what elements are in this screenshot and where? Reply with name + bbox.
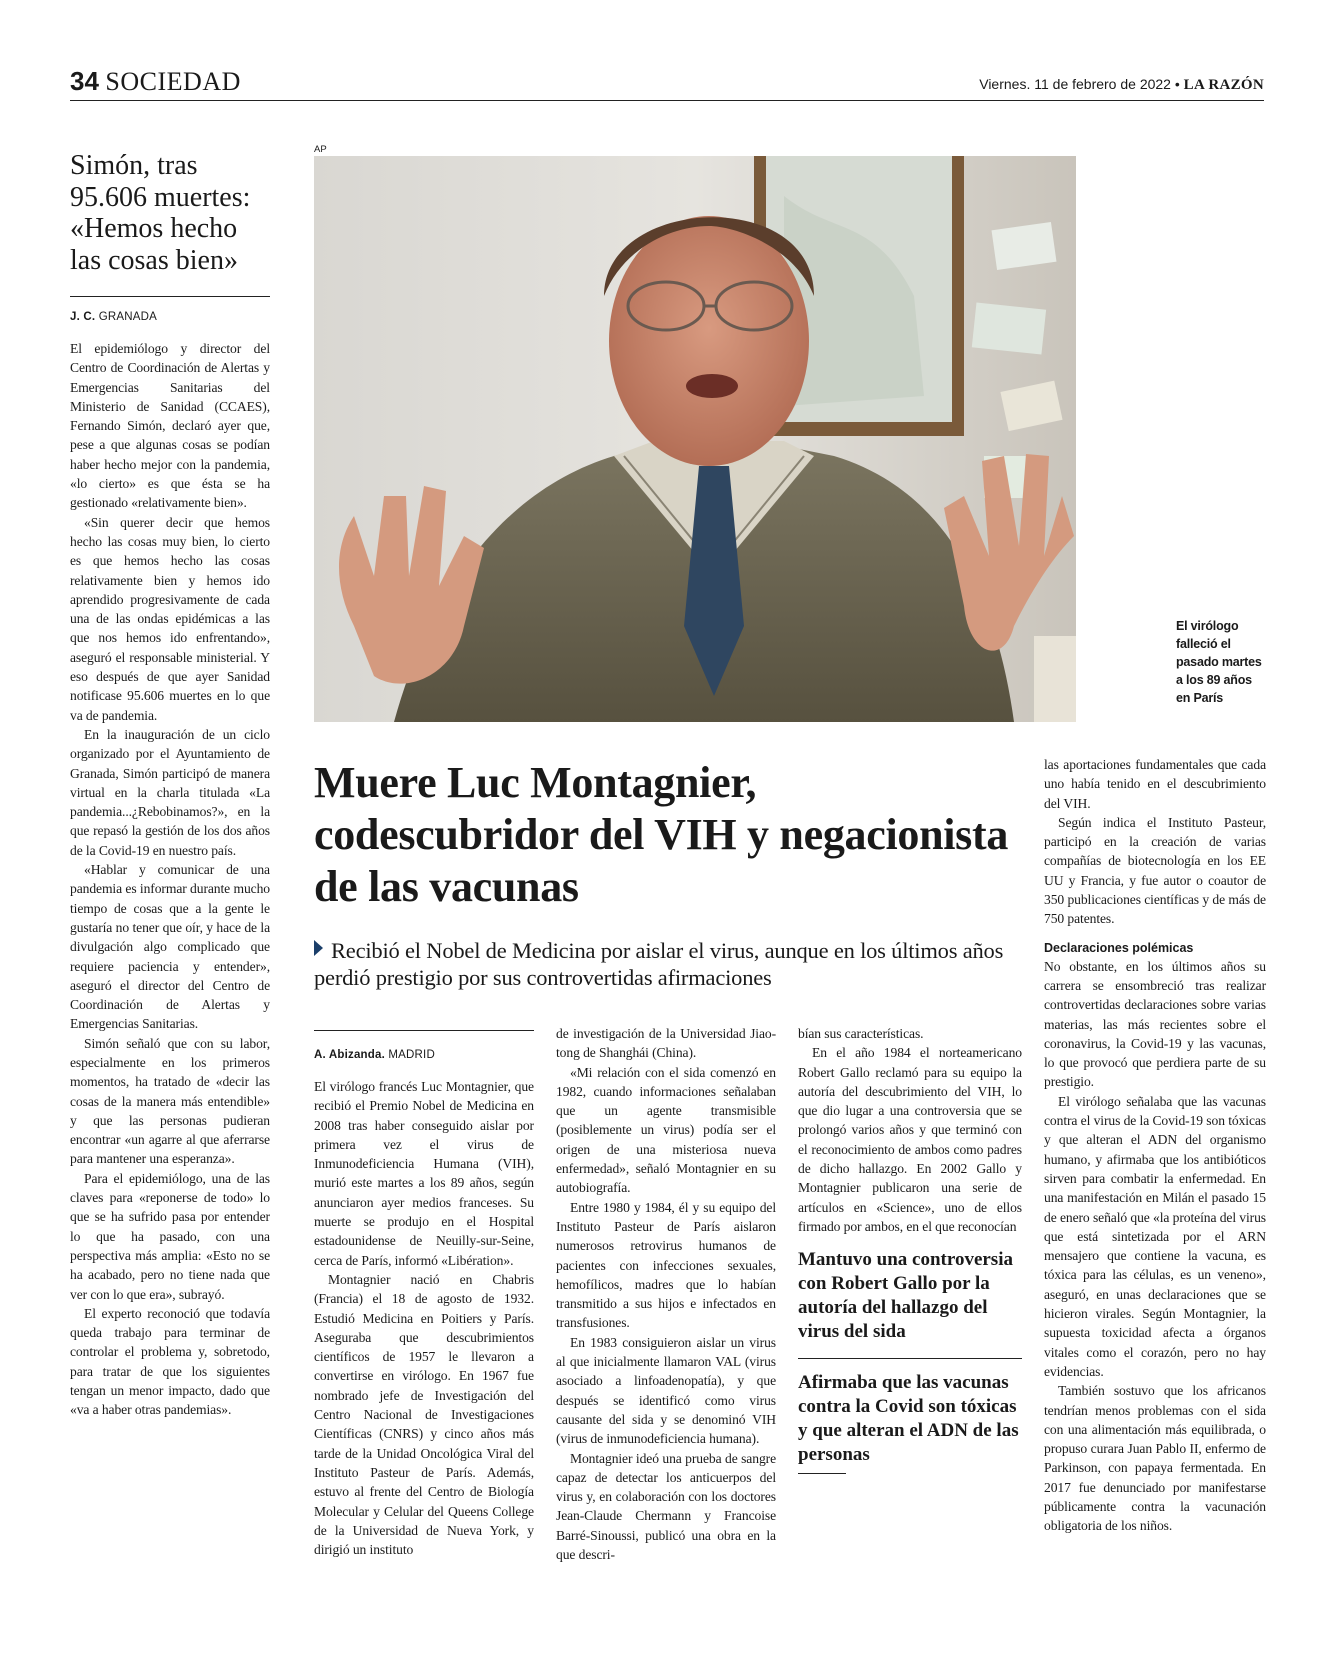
issue-date: Viernes. 11 de febrero de 2022 bbox=[979, 76, 1171, 92]
paragraph: El epidemiólogo y director del Centro de Coordinación de Alertas y Emergencias Sanitarias del Ministerio de Sanidad (CCAES), Fernando Simón, declaró ayer que, pese a que algunas cosas se podían haber hecho mejor con la pandemia, «lo cierto» es que ésta se ha gestionado «relativamente bien». bbox=[70, 341, 270, 511]
sidebar-article bbox=[70, 150, 270, 1420]
page-header-left bbox=[70, 66, 241, 97]
paragraph: Para el epidemiólogo, una de las claves para «reponerse de todo» lo que se ha sufrido pasa por entender lo que ha pasado, con una perspectiva más amplia: «Esto no se ha acabado, pero no tiene nada que ver con lo que era», subrayó. bbox=[70, 1170, 270, 1302]
column-body bbox=[314, 1077, 534, 1559]
paragraph: de investigación de la Universidad Jiao-tong de Shanghái (China). bbox=[556, 1026, 776, 1061]
page-header-right bbox=[979, 76, 1264, 94]
paragraph: No obstante, en los últimos años su carrera se ensombreció tras realizar controvertidas declaraciones sobre varias materias, las más recientes sobre el coronavirus, la Covid-19 y las vacunas, lo que provocó que perdiera parte de su prestigio. bbox=[1044, 958, 1266, 1090]
paragraph: En la inauguración de un ciclo organizado por el Ayuntamiento de Granada, Simón participó de manera virtual en la charla titulada «La pandemia...¿Rebobinamos?», en la que repasó la gestión de los dos años de la Covid-19 en nuestro país. bbox=[70, 726, 270, 858]
photo-credit: AP bbox=[314, 144, 327, 155]
paragraph: También sostuvo que los africanos tendrían menos problemas con el sida con una alimentación más equilibrada, o propuso curara Juan Pablo II, enfermo de Parkinson, con papaya fermentada. En 2017 fue denunciado por manifestarse públicamente contra la vacunación obligatoria de los niños. bbox=[1044, 1383, 1266, 1534]
paragraph: El experto reconoció que todavía queda trabajo para terminar de controlar el problema y, sobretodo, para tratar de que los siguientes tengan un menor impacto, dado que «va a haber otras pandemias». bbox=[70, 1305, 270, 1418]
article-column-2 bbox=[556, 1024, 776, 1564]
article-column-3 bbox=[798, 1024, 1022, 1474]
paragraph: El virólogo señalaba que las vacunas contra el virus de la Covid-19 son tóxicas y que alteran el ADN del organismo humano, y afirmaba que los antibióticos sirven para combatir la enfermedad. En una manifestación en Milán el pasado 15 de enero señaló que «la proteína del virus que está sintetizada por el ARN mensajero que contiene la vacuna, es tóxica para las células, es un veneno», aseguró, en unas declaraciones que se hicieron virales. Según Montagnier, la supuesta toxicidad afecta a órganos vitales como el corazón, pero no hay evidencias. bbox=[1044, 1093, 1266, 1379]
byline-rule bbox=[314, 1030, 534, 1031]
article-byline-author: A. Abizanda. bbox=[314, 1049, 385, 1061]
pull-quote: Afirmaba que las vacunas contra la Covid son tóxicas y que alteran el ADN de las personas bbox=[798, 1372, 1019, 1466]
sidebar-rule bbox=[70, 296, 270, 297]
column-body bbox=[1044, 957, 1266, 1536]
pull-quote-end-rule bbox=[798, 1473, 846, 1474]
sidebar-headline: Simón, tras 95.606 muertes: «Hemos hecho las cosas bien» bbox=[70, 150, 251, 276]
section-name: SOCIEDAD bbox=[105, 67, 241, 96]
paragraph: El virólogo francés Luc Montagnier, que recibió el Premio Nobel de Medicina en 2008 tras haber conseguido aislar por primera vez el virus de Inmunodeficiencia Humana (VIH), murió este martes a los 89 años, según anunciaron ayer medios franceses. Su muerte se produjo en el Hospital estadounidense de Neuilly-sur-Seine, cerca de París, informó «Libération». bbox=[314, 1079, 534, 1268]
column-body bbox=[1044, 755, 1266, 929]
newspaper-name: LA RAZÓN bbox=[1183, 77, 1264, 93]
paragraph: En el año 1984 el norteamericano Robert Gallo reclamó para su equipo la autoría del descubrimiento del VIH, lo que dio lugar a una controversia que se prolongó varios años y que terminó con el reconocimiento de ambos como padres de dicho hallazgo. En 2002 Gallo y Montagnier publicaron una serie de artículos en «Science», uno de ellos firmado por ambos, en el que reconocían bbox=[798, 1045, 1022, 1234]
article-headline: Muere Luc Montagnier, codescubridor del VIH y negacionista de las vacunas bbox=[314, 758, 1009, 911]
column-body bbox=[556, 1024, 776, 1564]
paragraph: «Sin querer decir que hemos hecho las cosas muy bien, lo cierto es que hemos hecho las cosas relativamente bien y hemos ido aprendido progresivamente de cada una de las ondas epidémicas a las que nos hemos ido enfrentando», aseguró el responsable ministerial. Y eso después de que ayer Sanidad notificase 95.606 muertes en lo que va de pandemia. bbox=[70, 514, 270, 723]
article-dek bbox=[314, 937, 1014, 991]
article-byline bbox=[314, 1049, 534, 1061]
paragraph: Simón señaló que con su labor, especialmente en los primeros momentos, ha tratado de «decir las cosas de la manera más entendible» y que las personas pudieran encontrar «un agarre al que aferrarse para mantener una esperanza». bbox=[70, 1035, 270, 1167]
column-body bbox=[798, 1024, 1022, 1236]
paragraph: las aportaciones fundamentales que cada uno había tenido en el descubrimiento del VIH. bbox=[1044, 757, 1266, 811]
page-number: 34 bbox=[70, 66, 99, 96]
paragraph: En 1983 consiguieron aislar un virus al que inicialmente llamaron VAL (virus asociado a linfoadenopatía), y que después se identificó como virus causante del sida y se denominó VIH (virus de inmunodeficiencia humana). bbox=[556, 1334, 776, 1447]
sidebar-byline-author: J. C. bbox=[70, 311, 96, 323]
section-subhead: Declaraciones polémicas bbox=[1044, 940, 1194, 955]
paragraph: Montagnier nació en Chabris (Francia) el 18 de agosto de 1932. Estudió Medicina en Poitiers y París. Aseguraba que descubrimientos científicos de 1957 le llevaron a convertirse en virólogo. En 1967 fue nombrado jefe de Investigación del Centro Nacional de Investigaciones Científicas (CNRS) y cinco años más tarde de la Unidad Oncológica Viral del Instituto Pasteur de París. Además, estuvo al frente del Centro de Biología Molecular y Celular del Queens College de la Universidad de Nueva York, y dirigió un instituto bbox=[314, 1271, 534, 1558]
sidebar-byline-place: GRANADA bbox=[98, 311, 157, 323]
paragraph: Montagnier ideó una prueba de sangre capaz de detectar los anticuerpos del virus y, en colaboración con los doctores Jean-Claude Chermann y Francoise Barré-Sinoussi, publicó una obra en la que descri- bbox=[556, 1450, 776, 1563]
article-column-1 bbox=[314, 1030, 534, 1559]
header-separator: • bbox=[1174, 76, 1180, 92]
sidebar-body bbox=[70, 339, 270, 1420]
dek-text: Recibió el Nobel de Medicina por aislar el virus, aunque en los últimos años perdió prestigio por sus controvertidas afirmaciones bbox=[314, 938, 1004, 990]
triangle-bullet-icon bbox=[314, 940, 323, 956]
header-rule bbox=[70, 100, 1264, 101]
article-column-4 bbox=[1044, 755, 1266, 1536]
sidebar-byline bbox=[70, 311, 270, 323]
paragraph: Según indica el Instituto Pasteur, participó en la creación de varias compañías de biotecnología en los EE UU y Francia, y fue autor o coautor de 350 publicaciones científicas y de más de 750 patentes. bbox=[1044, 814, 1266, 927]
portrait-photo bbox=[314, 156, 1076, 722]
paragraph: «Mi relación con el sida comenzó en 1982, cuando informaciones señalaban que un agente transmisible (posiblemente un virus) podía ser el origen de una misteriosa nueva enfermedad», señaló Montagnier en su autobiografía. bbox=[556, 1064, 776, 1196]
article-byline-place: MADRID bbox=[388, 1049, 435, 1061]
paragraph: «Hablar y comunicar de una pandemia es informar durante mucho tiempo de cosas que a la gente le gustaría no tener que oír, y hace de la divulgación algo complicado que requiere paciencia y entender», aseguró el director del Centro de Coordinación de Alertas y Emergencias Sanitarias. bbox=[70, 862, 270, 1032]
paragraph: bían sus características. bbox=[798, 1026, 924, 1041]
pull-quote: Mantuvo una controversia con Robert Gallo por la autoría del hallazgo del virus del sida bbox=[798, 1236, 1022, 1359]
photo-caption: El virólogo falleció el pasado martes a los 89 años en París bbox=[1176, 619, 1262, 705]
paragraph: Entre 1980 y 1984, él y su equipo del Instituto Pasteur de París aislaron numerosos retrovirus humanos de pacientes con infecciones sexuales, hemofílicos, madres que lo habían transmitido a sus hijos e infectados en transfusiones. bbox=[556, 1199, 776, 1331]
